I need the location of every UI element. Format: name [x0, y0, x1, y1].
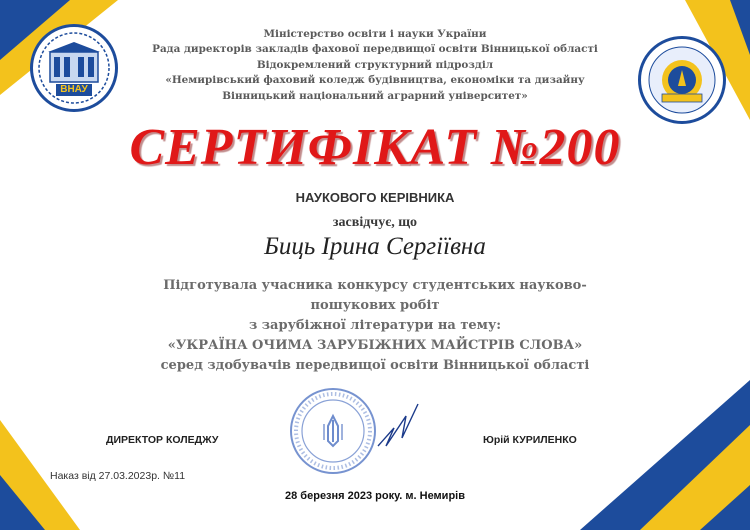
body-line: серед здобувачів передвищої освіти Вінницької області: [160, 358, 590, 373]
recipient-name: Биць Ірина Сергіївна: [264, 233, 486, 260]
college-emblem-label: ВНАУ: [60, 84, 88, 95]
official-stamp-icon: [288, 386, 378, 476]
body-line: пошукових робіт: [310, 298, 440, 313]
header-line: Вінницький національний аграрний університет»: [222, 89, 528, 102]
bottom-left-corner-decoration: [0, 400, 90, 530]
header-line: Міністерство освіти і науки України: [263, 28, 487, 40]
college-emblem: [30, 24, 118, 112]
certifies-text: засвідчує, що: [332, 215, 418, 230]
header: [110, 27, 640, 104]
body-line: Підготувала учасника конкурсу студентських науково-: [163, 278, 587, 293]
order-reference: Наказ від 27.03.2023р. №11: [50, 470, 186, 482]
bottom-right-corner-decoration: [580, 380, 750, 530]
body-line: з зарубіжної літератури на тему:: [248, 318, 502, 333]
director-name: Юрій КУРИЛЕНКО: [483, 434, 577, 446]
body-line: «УКРАЇНА ОЧИМА ЗАРУБІЖНИХ МАЙСТРІВ СЛОВА»: [167, 338, 583, 353]
director-signature: [372, 398, 422, 453]
certificate-title: СЕРТИФІКАТ №200: [129, 119, 621, 176]
date-place: 28 березня 2023 року. м. Немирів: [285, 490, 465, 502]
header-line: «Немирівський фаховий коледж будівництва, економіки та дизайну: [165, 74, 585, 87]
university-sun-icon: [644, 42, 720, 118]
certificate-body: [90, 276, 660, 376]
university-emblem: [638, 36, 726, 124]
header-line: Рада директорів закладів фахової передвищої освіти Вінницької області: [152, 43, 598, 56]
director-title: ДИРЕКТОР КОЛЕДЖУ: [106, 434, 219, 446]
certificate-subtitle: НАУКОВОГО КЕРІВНИКА: [295, 190, 455, 205]
header-line: Відокремлений структурний підрозділ: [256, 58, 494, 71]
